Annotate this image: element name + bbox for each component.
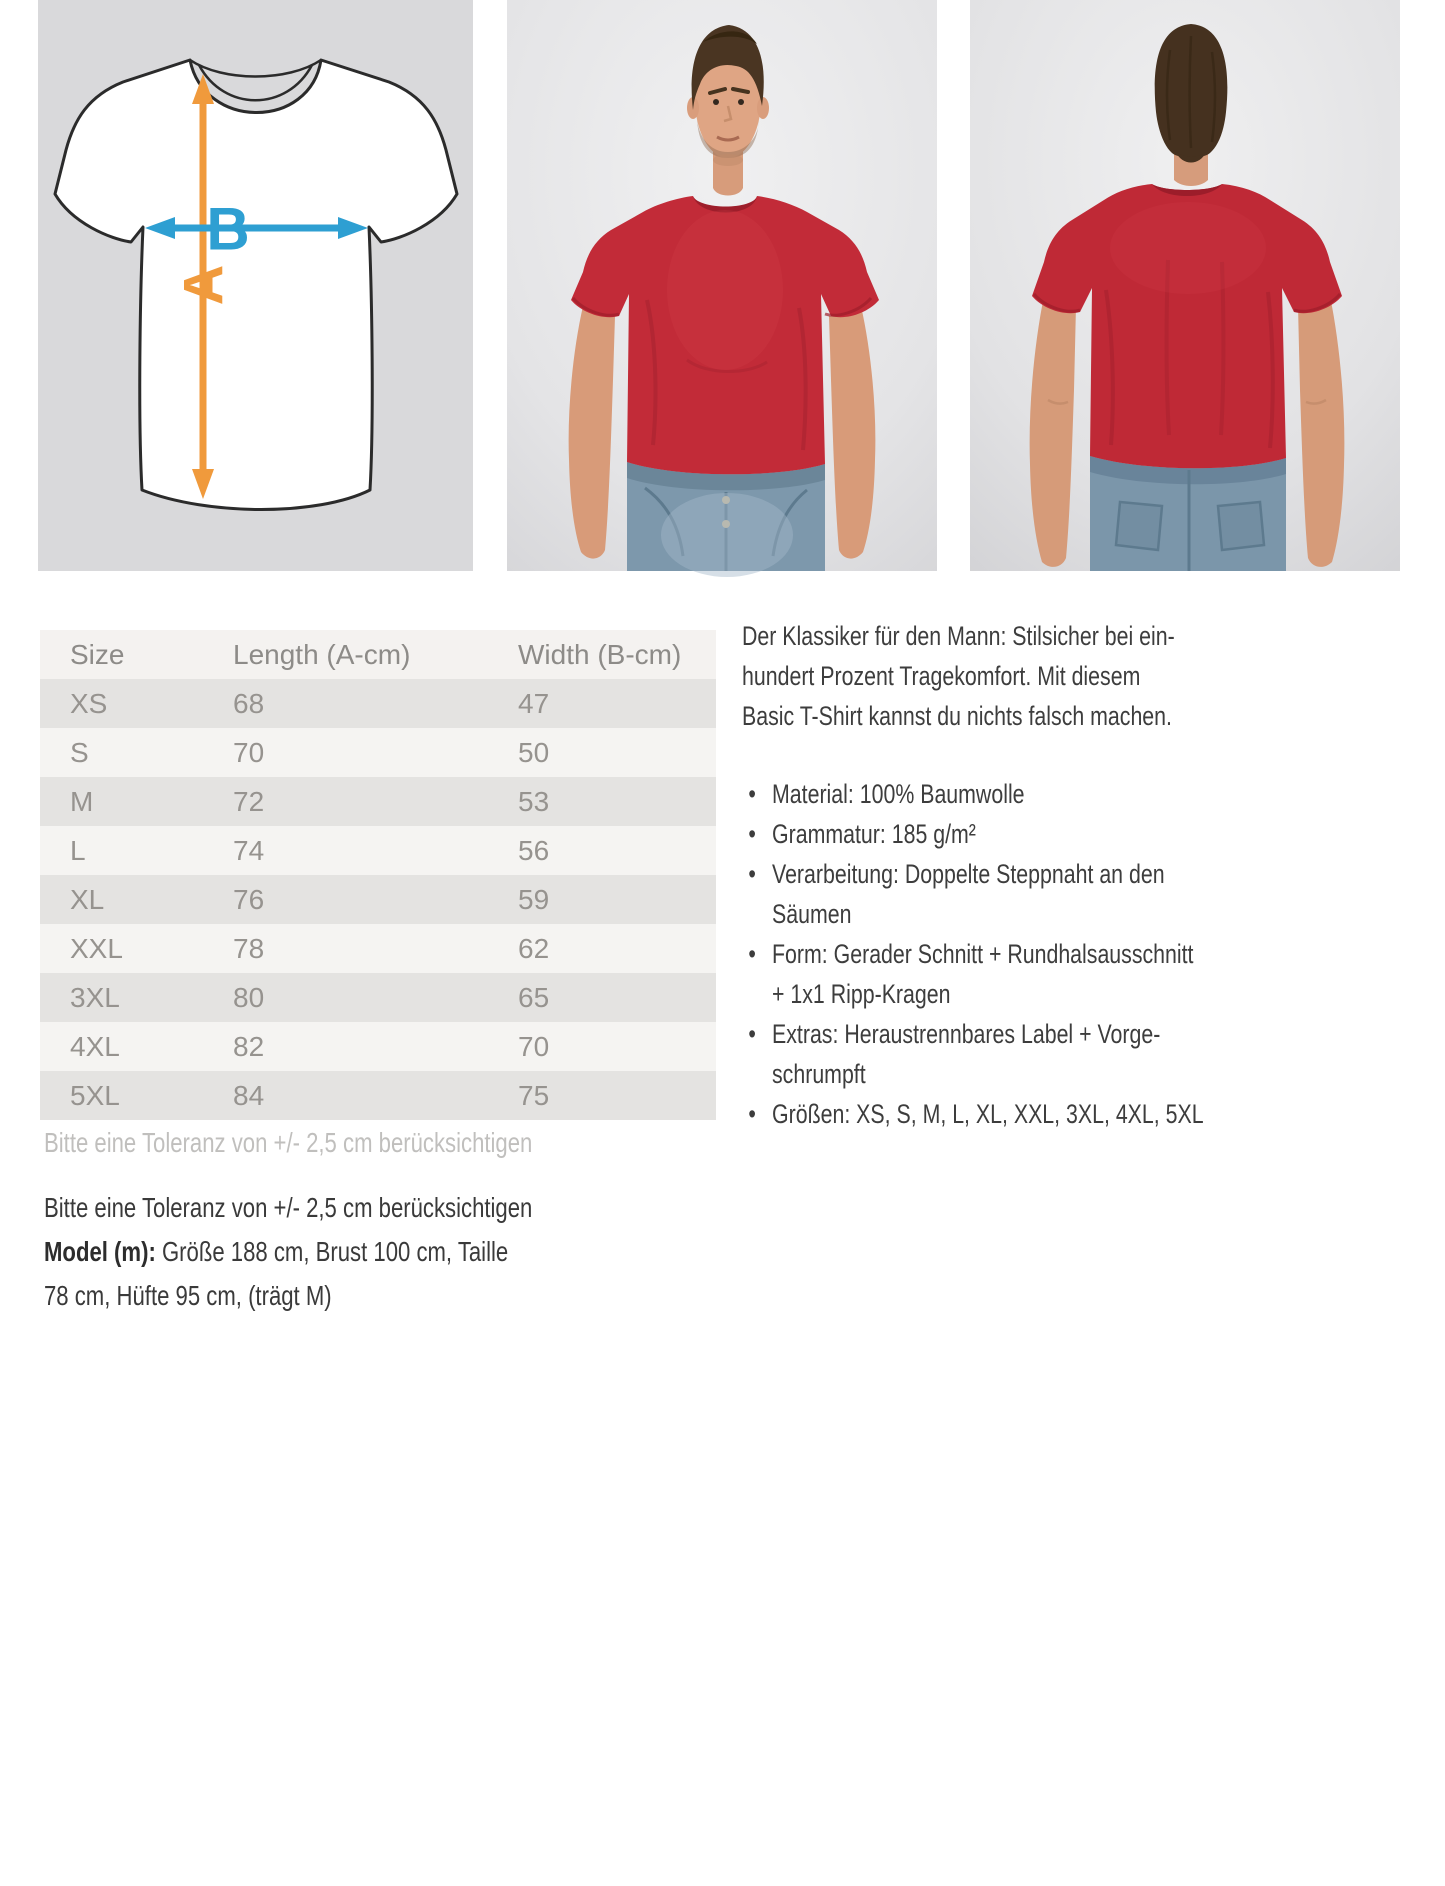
cell-size: XL [70, 883, 105, 915]
feature-line: • Extras: Heraustrennbares Label + Vorge- [772, 1019, 1161, 1049]
size-notes [44, 1186, 644, 1318]
feature-item [742, 814, 1216, 854]
feature-line: • Form: Gerader Schnitt + Rundhalsausschnitt [772, 939, 1194, 969]
feature-item [742, 1014, 1216, 1094]
cell-width: 53 [518, 785, 550, 817]
feature-line: • Material: 100% Baumwolle [772, 779, 1025, 809]
model-front-illustration [507, 0, 937, 571]
table-row [40, 875, 716, 924]
size-table [40, 630, 716, 1120]
cell-length: 68 [233, 687, 265, 719]
feature-item [742, 854, 1216, 934]
table-row [40, 777, 716, 826]
tshirt-measurement-diagram-icon [38, 0, 473, 571]
cell-length: 82 [233, 1030, 265, 1062]
header-size: Size [70, 638, 125, 670]
label-b: B [206, 195, 250, 263]
cell-width: 50 [518, 736, 550, 768]
table-row [40, 973, 716, 1022]
cell-size: M [70, 785, 94, 817]
cell-length: 70 [233, 736, 265, 768]
header-width: Width (B-cm) [518, 638, 682, 670]
size-diagram-panel [38, 0, 473, 571]
feature-line: + 1x1 Ripp-Kragen [772, 979, 951, 1009]
header-length: Length (A-cm) [233, 638, 411, 670]
cell-size: XS [70, 687, 108, 719]
cell-width: 70 [518, 1030, 550, 1062]
table-row [40, 679, 716, 728]
table-row [40, 1022, 716, 1071]
feature-line: • Verarbeitung: Doppelte Steppnaht an den [772, 859, 1165, 889]
cell-size: 5XL [70, 1079, 120, 1111]
cell-width: 47 [518, 687, 550, 719]
cell-width: 65 [518, 981, 550, 1013]
model-back-illustration [970, 0, 1400, 571]
feature-item [742, 934, 1216, 1014]
cell-width: 56 [518, 834, 550, 866]
cell-length: 72 [233, 785, 265, 817]
product-photo-front [507, 0, 937, 571]
clipped-text: Bitte eine Toleranz von +/- 2,5 cm berücksichtigen [44, 1127, 533, 1158]
clipped-text-line [44, 1127, 604, 1158]
feature-line: • Größen: XS, S, M, L, XL, XXL, 3XL, 4XL, 5XL [772, 1099, 1204, 1129]
feature-item [742, 1094, 1216, 1134]
cell-length: 74 [233, 834, 265, 866]
cell-size: 3XL [70, 981, 120, 1013]
table-row [40, 826, 716, 875]
cell-length: 84 [233, 1079, 265, 1111]
model-info-line2: 78 cm, Hüfte 95 cm, (trägt M) [44, 1280, 332, 1311]
cell-length: 76 [233, 883, 265, 915]
size-table-header [40, 630, 716, 679]
intro-line: Der Klassiker für den Mann: Stilsicher bei ein- [742, 621, 1175, 651]
cell-size: L [70, 834, 86, 866]
cell-width: 62 [518, 932, 550, 964]
cell-width: 75 [518, 1079, 550, 1111]
feature-item [742, 774, 1216, 814]
model-info-line1 [44, 1230, 644, 1274]
table-row [40, 924, 716, 973]
cell-size: 4XL [70, 1030, 120, 1062]
cell-length: 80 [233, 981, 265, 1013]
cell-length: 78 [233, 932, 265, 964]
intro-line: hundert Prozent Tragekomfort. Mit diesem [742, 661, 1141, 691]
table-row [40, 728, 716, 777]
label-a: A [171, 264, 235, 306]
table-row [40, 1071, 716, 1120]
tolerance-note: Bitte eine Toleranz von +/- 2,5 cm berücksichtigen [44, 1192, 533, 1223]
feature-list [742, 774, 1216, 1134]
model-label: Model (m): [44, 1236, 156, 1267]
product-photo-back [970, 0, 1400, 571]
feature-line: schrumpft [772, 1059, 866, 1089]
feature-line: Säumen [772, 899, 852, 929]
intro-line: Basic T-Shirt kannst du nichts falsch machen. [742, 701, 1172, 731]
product-description [742, 616, 1216, 1134]
cell-width: 59 [518, 883, 550, 915]
model-info-rest: Größe 188 cm, Brust 100 cm, Taille [155, 1236, 509, 1267]
cell-size: S [70, 736, 89, 768]
cell-size: XXL [70, 932, 123, 964]
feature-line: • Grammatur: 185 g/m² [772, 819, 976, 849]
